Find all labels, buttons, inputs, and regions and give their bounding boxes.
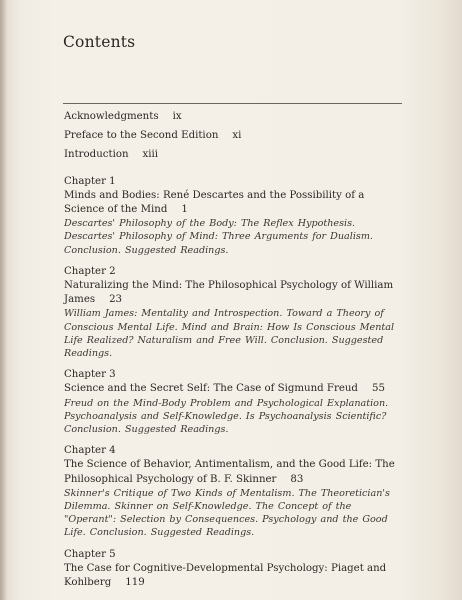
entry-label: Preface to the Second Edition bbox=[64, 130, 219, 142]
chapter-page: 55 bbox=[371, 383, 385, 395]
toc-entry-preface bbox=[64, 129, 406, 143]
entry-page: xi bbox=[232, 130, 242, 142]
chapter-title-text: Science and the Secret Self: The Case of Sigmund Freud bbox=[64, 383, 358, 395]
toc-entry-acknowledgments bbox=[64, 110, 406, 124]
chapter-sections: William James: Mentality and Introspection. Toward a Theory of Conscious Mental Life. Mind and Brain: How Is Conscious Mental Life Realized? Naturalism and Free Will. Conclusion. Suggested Readings. bbox=[64, 308, 395, 360]
chapter-title bbox=[64, 189, 406, 217]
chapter-sections: Freud on the Mind-Body Problem and Psychological Explanation. Psychoanalysis and Self-Knowledge. Is Psychoanalysis Scientific? Conclusion. Suggested Readings. bbox=[64, 397, 389, 436]
chapter-page: 23 bbox=[109, 294, 123, 306]
chapter-page: 83 bbox=[290, 473, 304, 485]
entry-label: Introduction bbox=[64, 149, 129, 161]
chapter-title bbox=[64, 279, 406, 307]
chapter-title bbox=[64, 562, 406, 590]
chapter-title-text: Naturalizing the Mind: The Philosophical Psychology of William James bbox=[64, 280, 394, 306]
chapter-title-text: The Case for Cognitive-Developmental Psychology: Piaget and Kohlberg bbox=[64, 562, 387, 589]
toc-chapter-3 bbox=[64, 368, 406, 436]
toc-chapter-1 bbox=[64, 175, 406, 257]
page-title: Contents bbox=[63, 33, 136, 51]
entry-page: ix bbox=[172, 111, 182, 122]
chapter-page: 119 bbox=[125, 577, 145, 589]
chapter-title-text: The Science of Behavior, Antimentalism, and the Good Life: The Philosophical Psychology of B. F. Skinner bbox=[64, 459, 395, 485]
toc-chapter-5 bbox=[64, 548, 406, 591]
toc-entry-introduction bbox=[64, 148, 406, 162]
title-rule bbox=[63, 103, 402, 104]
chapter-sections: Descartes' Philosophy of the Body: The Reflex Hypothesis. Descartes' Philosophy of Mind: Three Arguments for Dualism. Conclusion. Suggested Readings. bbox=[64, 218, 373, 256]
chapter-number: Chapter 1 bbox=[64, 175, 116, 187]
chapter-title bbox=[64, 458, 406, 486]
chapter-sections: Skinner's Critique of Two Kinds of Mentalism. The Theoretician's Dilemma. Skinner on Self-Knowledge. The Concept of the "Operant": Selection by Consequences. Psychology and the Good Life. Conclusion. Suggested Readings. bbox=[64, 487, 390, 539]
spine-shadow bbox=[0, 0, 8, 600]
entry-page: xiii bbox=[142, 149, 159, 161]
chapter-number: Chapter 4 bbox=[64, 445, 116, 457]
chapter-title bbox=[64, 382, 406, 396]
chapter-number: Chapter 2 bbox=[64, 265, 116, 277]
chapter-title-text: Minds and Bodies: René Descartes and the Possibility of a Science of the Mind bbox=[64, 189, 365, 216]
toc-chapter-4 bbox=[64, 444, 406, 539]
chapter-number: Chapter 5 bbox=[64, 548, 116, 560]
chapter-page: 1 bbox=[181, 204, 188, 216]
entry-label: Acknowledgments bbox=[64, 111, 159, 122]
chapter-number: Chapter 3 bbox=[64, 369, 116, 381]
toc-chapter-2 bbox=[64, 265, 406, 360]
table-of-contents bbox=[64, 110, 406, 590]
